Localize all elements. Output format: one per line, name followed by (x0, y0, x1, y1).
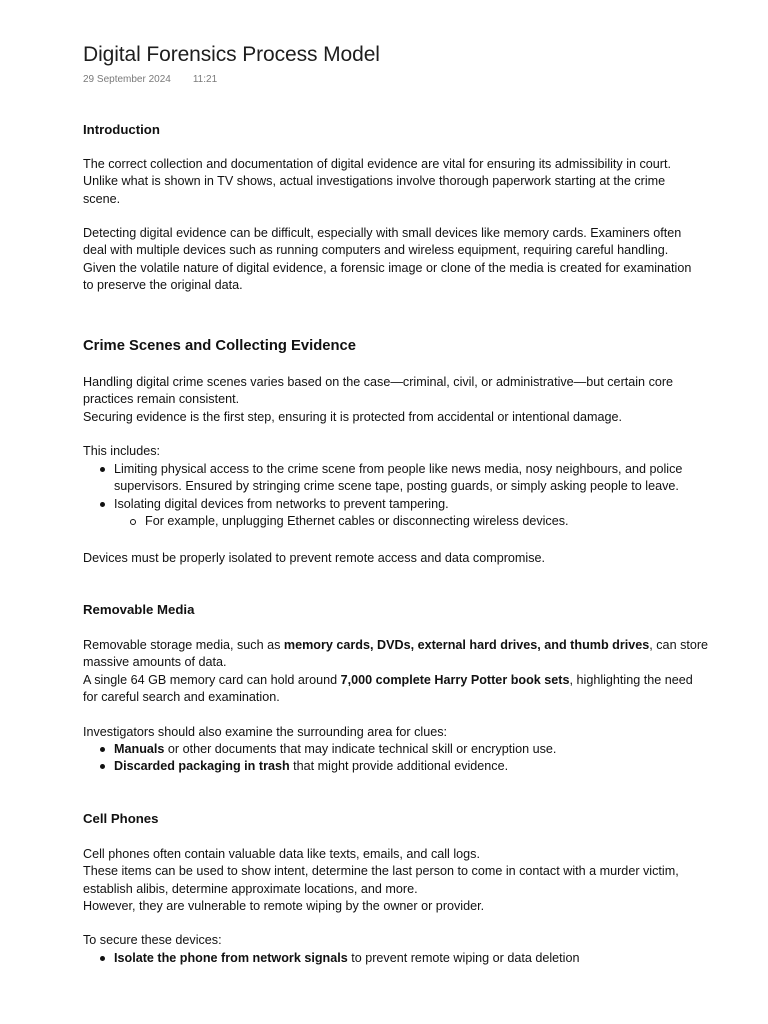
text-run: , highlighting the need (569, 672, 693, 687)
introduction-heading: Introduction (83, 122, 160, 137)
text-line: Securing evidence is the first step, ensuring it is protected from accidental or intentional damage. (83, 409, 623, 424)
intro-paragraph-1 (83, 156, 763, 208)
crime-bullet-list (83, 461, 763, 531)
bold-run: 7,000 complete Harry Potter book sets (340, 672, 570, 687)
page-meta (83, 74, 217, 85)
text-line: Isolating digital devices from networks to prevent tampering. (114, 496, 449, 511)
text-run: to prevent remote wiping or data deletion (347, 951, 580, 965)
crime-scenes-heading: Crime Scenes and Collecting Evidence (83, 338, 357, 354)
text-line: For example, unplugging Ethernet cables or disconnecting wireless devices. (145, 514, 569, 529)
text-line: to preserve the original data. (83, 278, 243, 293)
cell-bullet-list (83, 950, 763, 967)
bold-run: Manuals (114, 742, 165, 756)
text-line: These items can be used to show intent, determine the last person to come in contact with a murder victim, (83, 864, 679, 879)
text-line (83, 637, 763, 654)
list-item (83, 950, 763, 967)
text-line: Devices must be properly isolated to prevent remote access and data compromise. (83, 551, 545, 565)
bold-run: Isolate the phone from network signals (114, 951, 348, 965)
text-line: scene. (83, 191, 121, 206)
cell-paragraph-1 (83, 846, 763, 916)
sub-list-item (83, 513, 763, 530)
removable-paragraph-1 (83, 637, 763, 707)
text-line: Limiting physical access to the crime scene from people like news media, nosy neighbours, and police (114, 462, 683, 476)
page-time: 11:21 (192, 74, 218, 85)
list-item (83, 496, 763, 513)
text-line: Unlike what is shown in TV shows, actual investigations involve thorough paperwork starting at the crime (83, 174, 666, 189)
text-line (114, 741, 763, 758)
list-item (83, 461, 763, 496)
text-run: Removable storage media, such as (83, 638, 284, 652)
removable-bullet-list (83, 741, 763, 776)
text-line: To secure these devices: (83, 933, 222, 947)
text-line: However, they are vulnerable to remote wiping by the owner or provider. (83, 899, 485, 914)
text-line: Cell phones often contain valuable data like texts, emails, and call logs. (83, 847, 480, 861)
crime-paragraph-1 (83, 374, 763, 426)
text-line: Handling digital crime scenes varies based on the case—criminal, civil, or administrative—but certain core (83, 375, 674, 389)
intro-paragraph-2 (83, 225, 763, 295)
page-title[interactable]: Digital Forensics Process Model (83, 43, 380, 66)
bold-run: memory cards, DVDs, external hard drives, and thumb drives (283, 638, 650, 652)
cell-phones-heading: Cell Phones (83, 811, 159, 826)
removable-media-heading: Removable Media (83, 602, 195, 617)
page-date: 29 September 2024 (83, 74, 171, 85)
list-item (83, 758, 763, 775)
list-item (83, 741, 763, 758)
text-line: supervisors. Ensured by stringing crime scene tape, posting guards, or simply asking people to leave. (114, 479, 679, 494)
text-line: This includes: (83, 444, 160, 458)
text-line: Given the volatile nature of digital evidence, a forensic image or clone of the media is created for examination (83, 260, 692, 275)
text-line: The correct collection and documentation of digital evidence are vital for ensuring its admissibility in court. (83, 157, 672, 171)
bold-run: Discarded packaging in trash (114, 759, 290, 774)
text-run: , can store (649, 638, 709, 652)
text-line: massive amounts of data. (83, 655, 227, 670)
text-line (114, 950, 763, 967)
text-line: for careful search and examination. (83, 690, 280, 705)
text-run: A single 64 GB memory card can hold around (83, 672, 341, 687)
crime-closing (83, 550, 763, 567)
text-line: establish alibis, determine approximate locations, and more. (83, 881, 418, 896)
text-line: deal with multiple devices such as running computers and wireless equipment, requiring careful handling. (83, 243, 669, 258)
text-run: that might provide additional evidence. (289, 759, 509, 774)
secure-devices-label (83, 932, 763, 949)
text-line: Detecting digital evidence can be difficult, especially with small devices like memory cards. Examiners often (83, 226, 682, 240)
text-line (83, 672, 763, 689)
includes-label (83, 443, 763, 460)
removable-intro-2 (83, 724, 763, 741)
text-line (114, 758, 763, 775)
text-run: or other documents that may indicate technical skill or encryption use. (164, 742, 557, 756)
text-line: Investigators should also examine the surrounding area for clues: (83, 725, 448, 739)
text-line: practices remain consistent. (83, 392, 240, 407)
